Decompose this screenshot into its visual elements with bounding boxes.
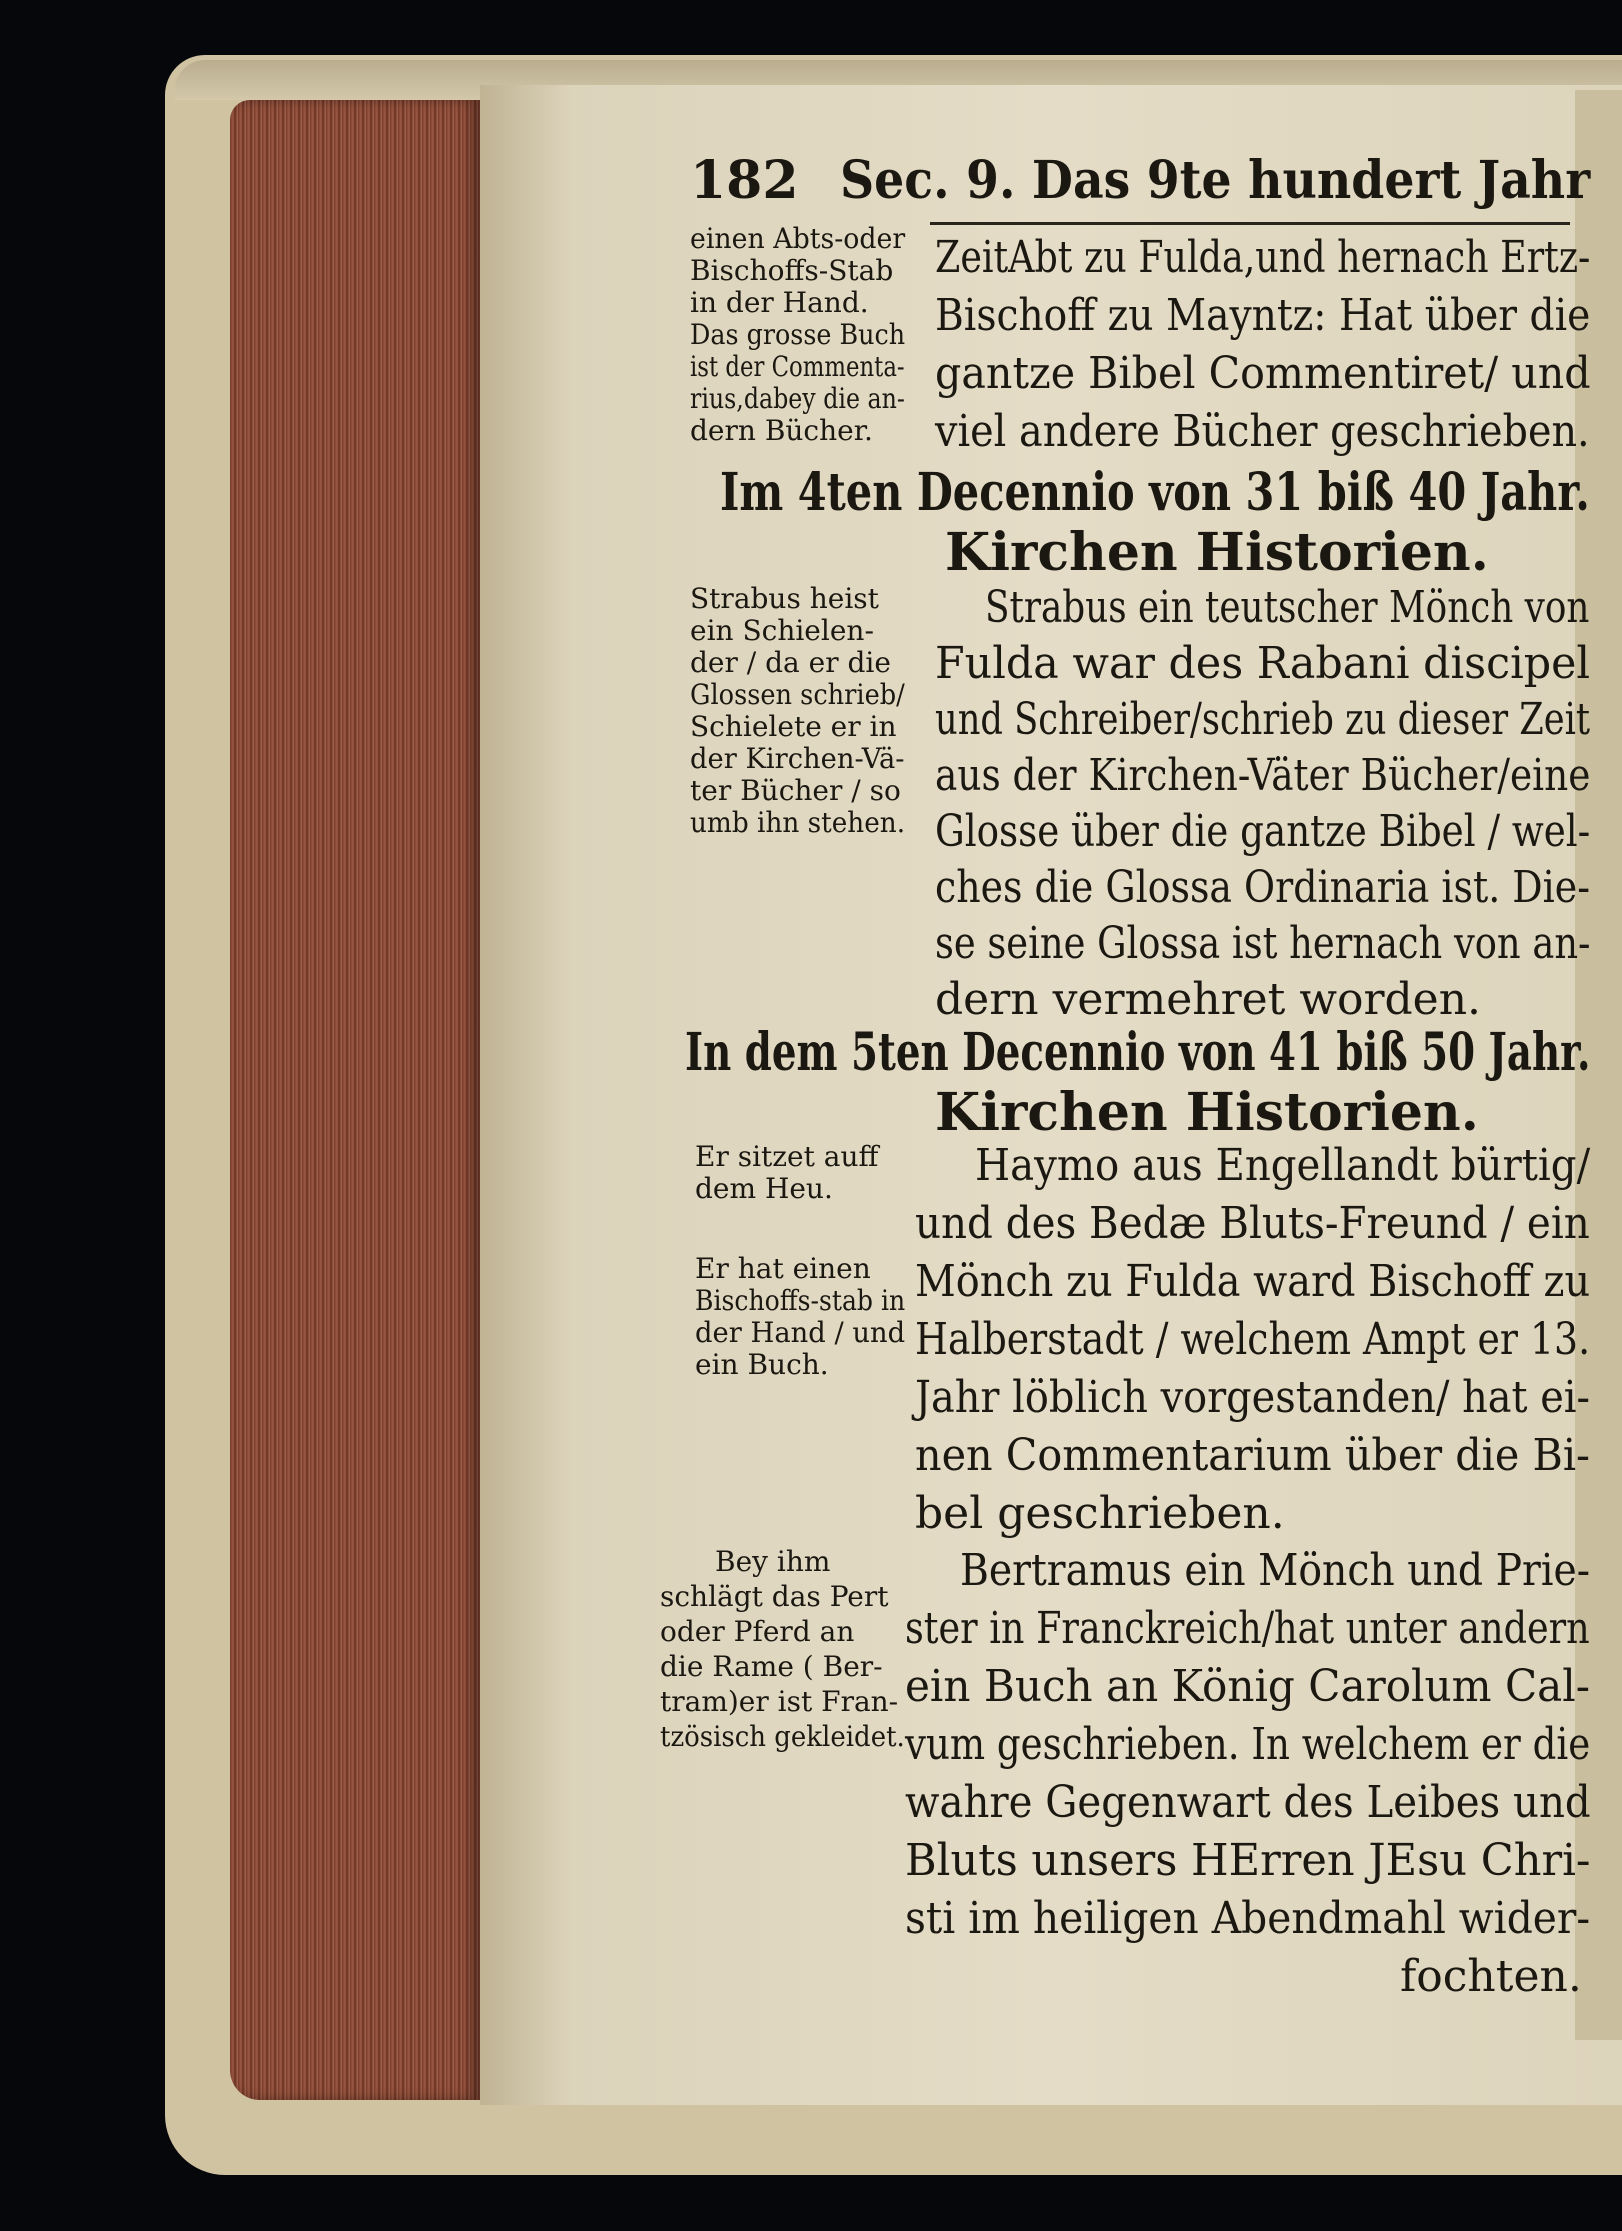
body-line: und des Bedæ Bluts-Freund / ein	[915, 1198, 1590, 1249]
body-line: Bluts unsers HErren JEsu Chri-	[905, 1835, 1591, 1886]
body-line: dern vermehret worden.	[935, 974, 1482, 1025]
marginal-note: tram)er ist Fran-	[660, 1685, 899, 1718]
marginal-note: Er sitzet auff	[695, 1140, 879, 1173]
body-line: vum geschrieben. In welchem er die	[905, 1719, 1591, 1770]
marginal-note: rius,dabey die an-	[690, 382, 905, 415]
section-heading: Im 4ten Decennio von 31 biß 40 Jahr.	[720, 462, 1590, 523]
body-line: Fulda war des Rabani discipel	[935, 638, 1591, 689]
marginal-note: schlägt das Pert	[660, 1580, 889, 1613]
marginal-note: tzösisch gekleidet.	[660, 1720, 905, 1753]
marginal-note: Bey ihm	[715, 1545, 831, 1578]
body-line: Bertramus ein Mönch und Prie-	[960, 1545, 1591, 1596]
body-line: ches die Glossa Ordinaria ist. Die-	[935, 862, 1591, 913]
section-subheading: Kirchen Historien.	[945, 522, 1489, 583]
marginal-note: Das grosse Buch	[690, 318, 906, 351]
body-line: Jahr löblich vorgestanden/ hat ei-	[915, 1372, 1591, 1423]
body-line: viel andere Bücher geschrieben.	[935, 406, 1590, 457]
body-line: Mönch zu Fulda ward Bischoff zu	[915, 1256, 1591, 1307]
body-line: sti im heiligen Abendmahl wider-	[905, 1893, 1591, 1944]
marginal-note: ein Buch.	[695, 1348, 829, 1381]
marginal-note: Bischoffs-stab in	[695, 1284, 906, 1317]
marginal-note: die Rame ( Ber-	[660, 1650, 883, 1683]
marginal-note: in der Hand.	[690, 286, 869, 319]
body-line: bel geschrieben.	[915, 1488, 1285, 1539]
body-line: ZeitAbt zu Fulda,und hernach Ertz-	[935, 232, 1591, 283]
body-line: Haymo aus Engellandt bürtig/	[975, 1140, 1591, 1191]
marginal-note: der Kirchen-Vä-	[690, 742, 905, 775]
body-line: aus der Kirchen-Väter Bücher/eine	[935, 750, 1591, 801]
body-line: Strabus ein teutscher Mönch von	[985, 582, 1590, 633]
marginal-note: Strabus heist	[690, 582, 879, 615]
marginal-note: dern Bücher.	[690, 414, 873, 447]
body-line: ster in Franckreich/hat unter andern	[905, 1603, 1590, 1654]
marginal-note: der / da er die	[690, 646, 891, 679]
marginal-note: Er hat einen	[695, 1252, 871, 1285]
header-rule	[930, 222, 1570, 225]
marginal-note: Bischoffs-Stab	[690, 254, 894, 287]
marginal-note: Glossen schrieb/	[690, 678, 905, 711]
page-number: 182	[690, 150, 799, 211]
section-subheading: Kirchen Historien.	[935, 1082, 1479, 1143]
marginal-note: Schielete er in	[690, 710, 897, 743]
body-line: nen Commentarium über die Bi-	[915, 1430, 1591, 1481]
body-line: wahre Gegenwart des Leibes und	[905, 1777, 1591, 1828]
marginal-note: umb ihn stehen.	[690, 806, 906, 839]
body-line: Halberstadt / welchem Ampt er 13.	[915, 1314, 1591, 1365]
marginal-note: ter Bücher / so	[690, 774, 901, 807]
section-heading: In dem 5ten Decennio von 41 biß 50 Jahr.	[685, 1022, 1591, 1083]
marginal-note: oder Pferd an	[660, 1615, 855, 1648]
body-line: und Schreiber/schrieb zu dieser Zeit	[935, 694, 1591, 745]
marginal-note: ist der Commenta-	[690, 350, 905, 383]
marginal-note: der Hand / und	[695, 1316, 906, 1349]
body-line: Bischoff zu Mayntz: Hat über die	[935, 290, 1591, 341]
marginal-note: ein Schielen-	[690, 614, 874, 647]
body-line: Glosse über die gantze Bibel / wel-	[935, 806, 1591, 857]
page-edges	[230, 100, 480, 2100]
body-line: fochten.	[1400, 1951, 1582, 2002]
marginal-note: einen Abts-oder	[690, 222, 906, 255]
body-line: gantze Bibel Commentiret/ und	[935, 348, 1591, 399]
marginal-note: dem Heu.	[695, 1172, 833, 1205]
body-line: ein Buch an König Carolum Cal-	[905, 1661, 1590, 1712]
running-title: Sec. 9. Das 9te hundert Jahr	[840, 150, 1591, 211]
body-line: se seine Glossa ist hernach von an-	[935, 918, 1591, 969]
